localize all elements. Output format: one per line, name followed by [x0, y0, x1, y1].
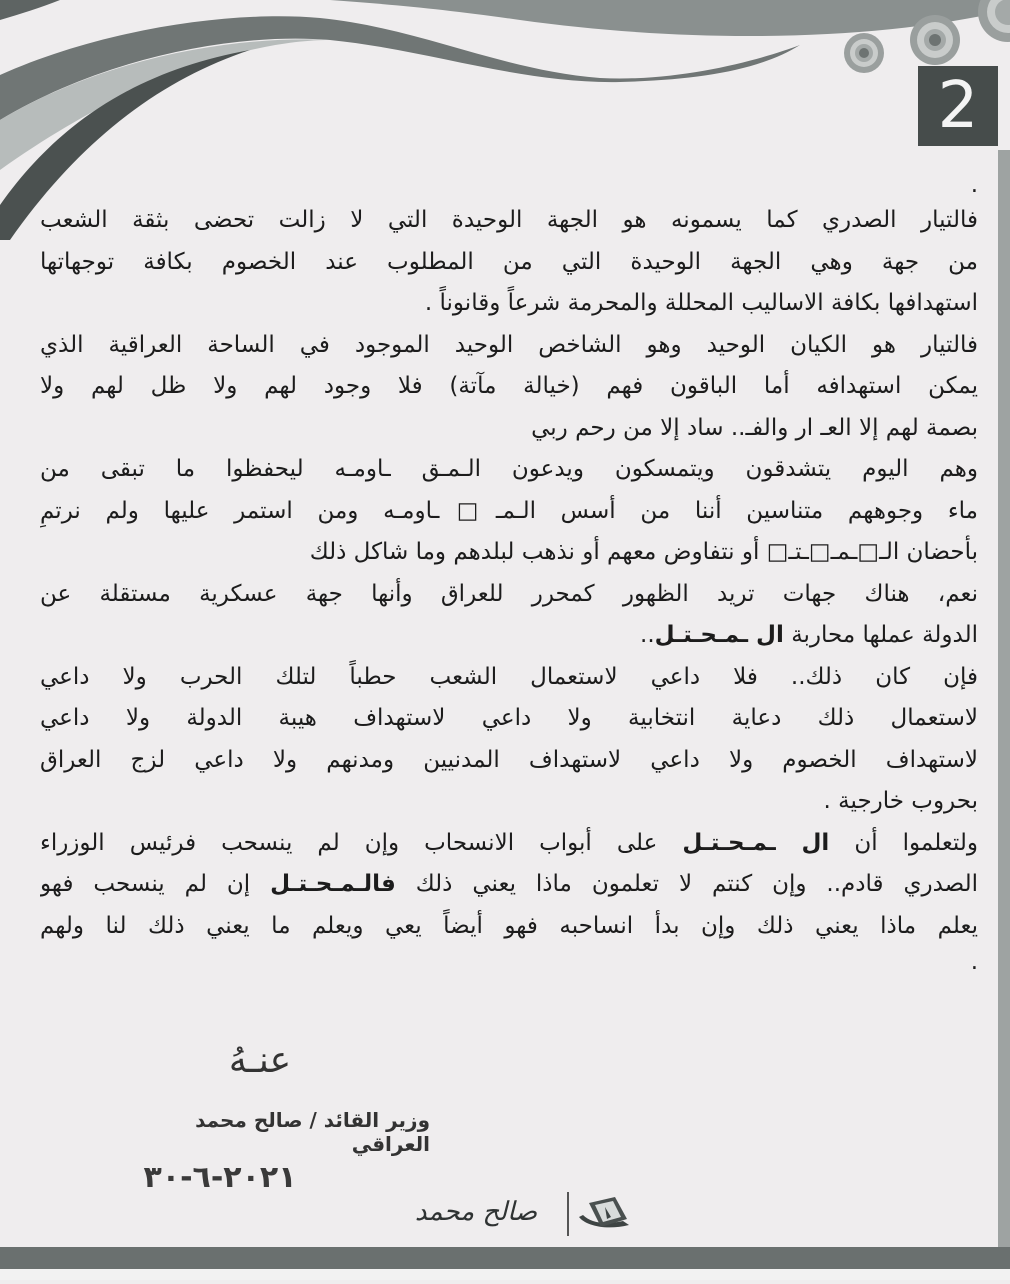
text-line: من جهة وهي الجهة الوحيدة التي من المطلوب عند الخصوم بكافة توجهاتها [40, 248, 978, 275]
text-line: ماء وجوههم متناسين أننا من أسس الـمـ□ـاومـه ومن استمر عليها ولم نرتمِ [40, 497, 978, 524]
trailing-dot: . [970, 949, 978, 975]
calligraphy-logo-text: صالح محمد [414, 1197, 538, 1227]
signature-anhu: عنـهُ [228, 1040, 292, 1081]
signature-date: ٢٠٢١-٦-٣٠ [143, 1160, 297, 1195]
text-line: فإن كان ذلك.. فلا داعي لاستعمال الشعب حطباً لتلك الحرب ولا داعي [40, 663, 978, 690]
page-number-badge: 2 [918, 66, 998, 146]
text-line: يمكن استهدافه أما الباقون فهم (خيالة مآتة) فلا وجود لهم ولا ظل لهم ولا [40, 373, 978, 399]
bottom-strip [0, 1269, 1010, 1280]
text-line: ولتعلموا أن ال ـمـحـتـل على أبواب الانسحاب وإن لم ينسحب فرئيس الوزراء [40, 829, 978, 856]
text-line: بصمة لهم إلا العـ ار والفـ.. ساد إلا من رحم ربي [531, 414, 978, 441]
bold-term: ال ـمـحـتـل [682, 829, 830, 856]
text-line: وهم اليوم يتشدقون ويتمسكون ويدعون الـمـق ـاومـه ليحفظوا ما تبقى من [40, 456, 978, 482]
book-pen-icon [575, 1195, 635, 1235]
text-line: الصدري قادم.. وإن كنتم لا تعلمون ماذا يعني ذلك فالـمـحـتـل إن لم ينسحب فهو [40, 871, 978, 897]
signature-name: وزير القائد / صالح محمد العراقي [195, 1108, 430, 1156]
letter-body [40, 170, 978, 977]
text-line: نعم، هناك جهات تريد الظهور كمحرر للعراق وأنها جهة عسكرية مستقلة عن [40, 580, 978, 607]
text-line: لاستهداف الخصوم ولا داعي لاستهداف المدنيين ومدنهم ولا داعي لزج العراق [40, 746, 978, 773]
text-line: فالتيار الصدري كما يسمونه هو الجهة الوحيدة التي لا زالت تحضى بثقة الشعب [40, 207, 978, 233]
text-line: الدولة عملها محاربة ال ـمـحـتـل.. [640, 622, 978, 648]
bold-term: فالـمـحـتـل [270, 871, 396, 897]
text-line: بحروب خارجية . [823, 788, 978, 814]
text-line: يعلم ماذا يعني ذلك وإن بدأ انساحبه فهو أيضاً يعي ويعلم ما يعني ذلك لنا ولهم [40, 912, 978, 939]
wave-corner [0, 0, 60, 20]
text-line: بأحضان الـ□ـمـ□ـتـ□ أو نتفاوض معهم أو نذهب لبلدهم وما شاكل ذلك [309, 539, 978, 565]
lead-dot: . [970, 172, 978, 198]
text-line: لاستعمال ذلك دعاية انتخابية ولا داعي لاستهداف هيبة الدولة ولا داعي [40, 705, 978, 731]
right-border-bar [998, 150, 1010, 1260]
logo-separator [567, 1192, 569, 1236]
letter-lines [40, 200, 978, 947]
text-line: استهدافها بكافة الاساليب المحللة والمحرمة شرعاً وقانوناً . [424, 290, 978, 316]
text-line: فالتيار هو الكيان الوحيد وهو الشاخص الوحيد الموجود في الساحة العراقية الذي [40, 331, 978, 358]
bold-term: ال ـمـحـتـل [654, 622, 784, 648]
wave-top [330, 0, 1010, 36]
bottom-bar [0, 1247, 1010, 1269]
